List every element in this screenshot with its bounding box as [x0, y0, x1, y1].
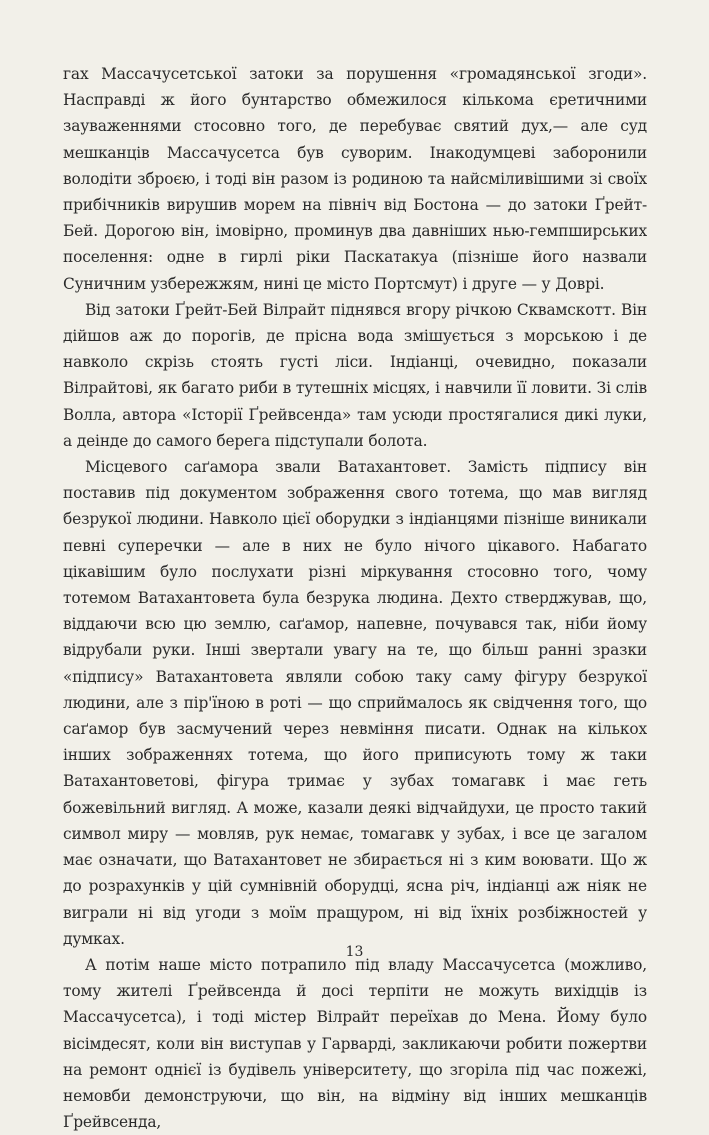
- paragraph-1: гах Массачусетської затоки за порушення «громадянської згоди». Насправді ж його бунтарство обмежилося кількома єретичними зауваженнями стосовно того, де перебуває святий дух,— але суд мешканців Массачусетса був суворим. Інакодумцеві заборонили володіти зброєю, і тоді він разом із родиною та найсміливішими зі своїх прибічників вирушив морем на північ від Бостона — до затоки Ґрейт-Бей. Дорогою він, імовірно, проминув два давніших нью-гемпширських поселення: одне в гирлі ріки Паскатакуа (пізніше його назвали Суничним узбережжям, нині це місто Портсмут) і друге — у Доврі.: [63, 65, 647, 293]
- page-number: 13: [345, 944, 364, 960]
- paragraph-4: А потім наше місто потрапило під владу Массачусетса (можливо, тому жителі Ґрейвсенда й досі терпіти не можуть вихідців із Массачусетса), і тоді містер Вілрайт переїхав до Мена. Йому було вісімдесят, коли він виступав у Гарварді, закликаючи робити пожертви на ремонт однієї із будівель університету, що згоріла під час пожежі, немовби демонструючи, що він, на відміну від інших мешканців Ґрейвсенда,: [63, 955, 647, 1132]
- body-text: [63, 61, 647, 1135]
- paragraph-3: Місцевого саґамора звали Ватахантовет. Замість підпису він поставив під документом зображення свого тотема, що мав вигляд безрукої людини. Навколо цієї оборудки з індіанцями пізніше виникали певні суперечки — але в них не було нічого цікавого. Набагато цікавішим було послухати різні міркування стосовно того, чому тотемом Ватахантовета була безрука людина. Дехто стверджував, що, віддаючи всю цю землю, саґамор, напевне, почувався так, ніби йому відрубали руки. Інші звертали увагу на те, що більш ранні зразки «підпису» Ватахантовета являли собою таку саму фігуру безрукої людини, але з пір'їною в роті — що сприймалось як свідчення того, що саґамор був засмучений через невміння писати. Однак на кількох інших зображеннях тотема, що його приписують тому ж таки Ватахантоветові, фігура тримає у зубах томагавк і має геть божевільний вигляд. А може, казали деякі відчайдухи, це просто такий символ миру — мовляв, рук немає, томагавк у зубах, і все це загалом має означати, що Ватахантовет не збирається ні з ким воювати. Що ж до розрахунків у цій сумнівній оборудці, ясна річ, індіанці аж ніяк не виграли ні від угоди з моїм пращуром, ні від їхніх розбіжностей у думках.: [63, 458, 647, 948]
- paragraph-2: Від затоки Ґрейт-Бей Вілрайт піднявся вгору річкою Сквамскотт. Він дійшов аж до порогів, де прісна вода змішується з морською і де навколо скрізь стоять густі ліси. Індіанці, очевидно, показали Вілрайтові, як багато риби в тутешніх місцях, і навчили її ловити. Зі слів Волла, автора «Історії Ґрейвсенда» там усюди простягалися дикі луки, а деінде до самого берега підступали болота.: [63, 300, 647, 450]
